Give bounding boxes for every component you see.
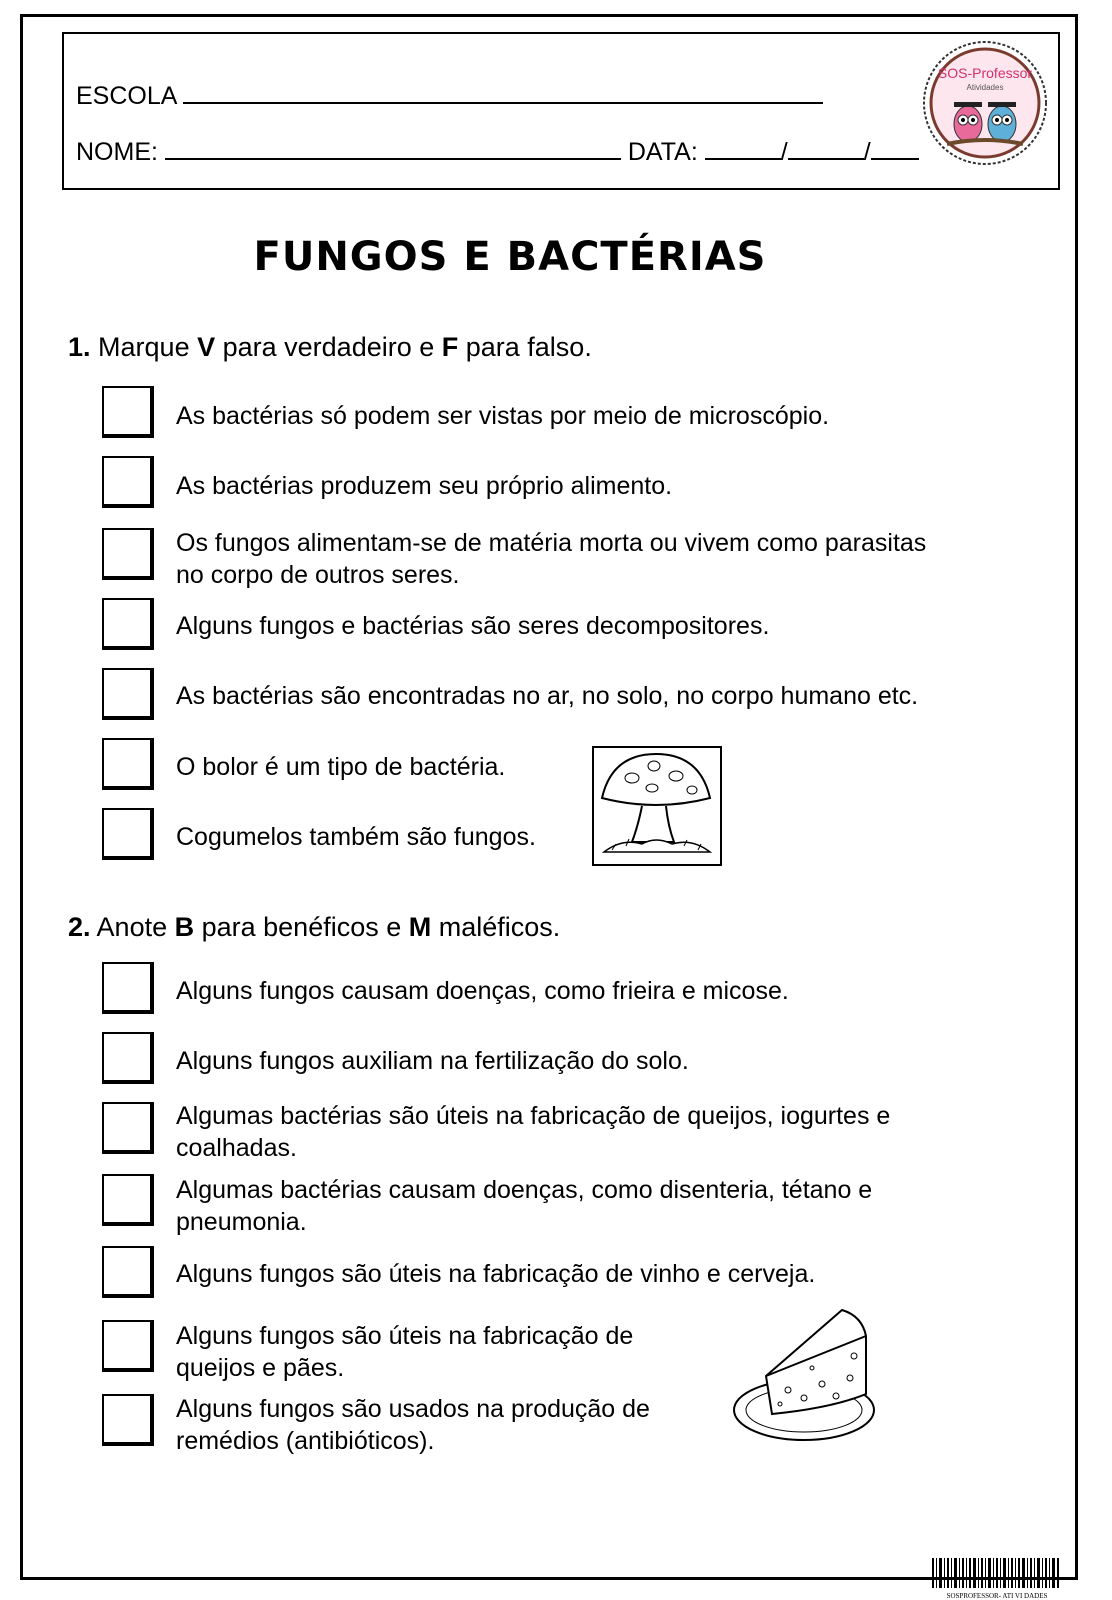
statement-line: pneumonia.	[176, 1208, 307, 1236]
statement-item	[176, 1100, 956, 1164]
barcode-text: SOSPROFESSOR- ATI VI DADES	[946, 1592, 1048, 1600]
answer-checkbox[interactable]	[102, 598, 154, 650]
statement-line: coalhadas.	[176, 1134, 297, 1162]
statement-line: remédios (antibióticos).	[176, 1427, 435, 1455]
prompt-bold: B	[174, 912, 195, 942]
escola-field[interactable]	[183, 80, 823, 104]
answer-checkbox[interactable]	[102, 962, 154, 1014]
statement-item	[176, 975, 956, 1007]
prompt-bold: V	[197, 332, 216, 362]
statement-line: Alguns fungos causam doenças, como frieira e micose.	[176, 977, 789, 1005]
statement-line: Alguns fungos auxiliam na fertilização do solo.	[176, 1047, 689, 1075]
prompt-text: para verdadeiro e	[215, 332, 442, 362]
answer-checkbox[interactable]	[102, 668, 154, 720]
prompt-bold: F	[441, 332, 459, 362]
statement-item	[176, 680, 956, 712]
statement-item	[176, 1174, 956, 1238]
statement-item	[176, 400, 956, 432]
page-title: FUNGOS E BACTÉRIAS	[253, 234, 767, 280]
nome-label: NOME:	[76, 138, 158, 166]
date-separator: /	[863, 138, 871, 166]
name-date-line	[76, 136, 919, 167]
statement-line: Alguns fungos são úteis na fabricação de vinho e cerveja.	[176, 1260, 816, 1288]
statement-item	[176, 1258, 956, 1290]
question-number: 1.	[68, 332, 91, 362]
mushroom-illustration	[592, 746, 722, 866]
date-year-field[interactable]	[871, 136, 919, 160]
question-number: 2.	[68, 912, 91, 942]
barcode-bars	[932, 1558, 1062, 1588]
question-2-prompt	[68, 912, 560, 943]
statement-line: no corpo de outros seres.	[176, 561, 460, 589]
answer-checkbox[interactable]	[102, 386, 154, 438]
statement-line: Cogumelos também são fungos.	[176, 823, 536, 851]
prompt-text: Anote	[90, 912, 175, 942]
statement-item	[176, 470, 956, 502]
statement-item	[176, 821, 956, 853]
answer-checkbox[interactable]	[102, 528, 154, 580]
statement-line: Alguns fungos e bactérias são seres decompositores.	[176, 612, 770, 640]
prompt-text: para falso.	[458, 332, 592, 362]
statement-line: O bolor é um tipo de bactéria.	[176, 753, 506, 781]
statement-item	[176, 610, 956, 642]
answer-checkbox[interactable]	[102, 808, 154, 860]
answer-checkbox[interactable]	[102, 1320, 154, 1372]
prompt-text: maléficos.	[431, 912, 561, 942]
answer-checkbox[interactable]	[102, 1394, 154, 1446]
logo-subtext: Atividades	[966, 83, 1004, 92]
prompt-text: para benéficos e	[194, 912, 409, 942]
statement-line: As bactérias produzem seu próprio alimento.	[176, 472, 673, 500]
statement-item	[176, 527, 956, 591]
date-separator: /	[780, 138, 788, 166]
cheese-illustration	[732, 1306, 882, 1446]
answer-checkbox[interactable]	[102, 1174, 154, 1226]
school-line	[76, 80, 823, 111]
statement-line: queijos e pães.	[176, 1354, 345, 1382]
date-day-field[interactable]	[705, 136, 781, 160]
statement-line: As bactérias só podem ser vistas por meio de microscópio.	[176, 402, 830, 430]
statement-item	[176, 751, 956, 783]
statement-line: Algumas bactérias são úteis na fabricação de queijos, iogurtes e	[176, 1102, 891, 1130]
statement-item	[176, 1045, 956, 1077]
prompt-text: Marque	[90, 332, 198, 362]
escola-label: ESCOLA	[76, 82, 177, 110]
answer-checkbox[interactable]	[102, 1102, 154, 1154]
statement-line: Alguns fungos são úteis na fabricação de	[176, 1322, 634, 1350]
answer-checkbox[interactable]	[102, 738, 154, 790]
statement-line: Alguns fungos são usados na produção de	[176, 1395, 650, 1423]
prompt-bold: M	[408, 912, 432, 942]
answer-checkbox[interactable]	[102, 456, 154, 508]
answer-checkbox[interactable]	[102, 1032, 154, 1084]
answer-checkbox[interactable]	[102, 1246, 154, 1298]
sos-professor-logo	[922, 40, 1048, 166]
date-month-field[interactable]	[788, 136, 864, 160]
question-1-prompt	[68, 332, 592, 363]
statement-line: As bactérias são encontradas no ar, no solo, no corpo humano etc.	[176, 682, 919, 710]
statement-line: Os fungos alimentam-se de matéria morta ou vivem como parasitas	[176, 529, 927, 557]
nome-field[interactable]	[165, 136, 621, 160]
statement-line: Algumas bactérias causam doenças, como disenteria, tétano e	[176, 1176, 873, 1204]
logo-text: SOS-Professor	[937, 65, 1033, 81]
data-label: DATA:	[627, 138, 698, 166]
barcode	[932, 1558, 1062, 1598]
